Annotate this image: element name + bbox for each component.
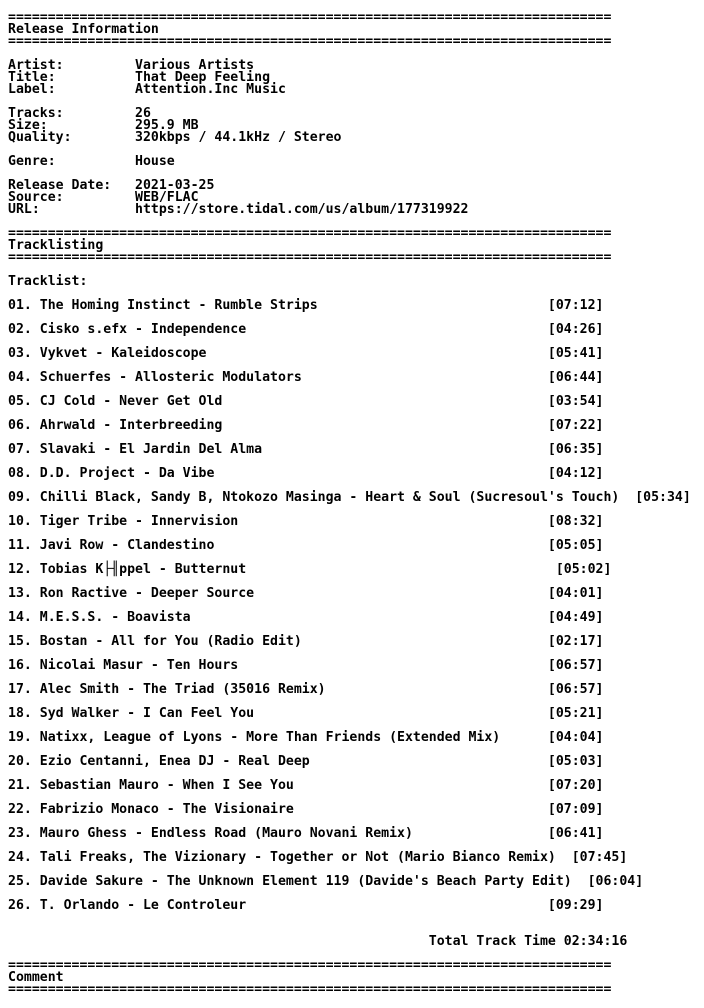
nfo-line: 21. Sebastian Mauro - When I See You [07:20] xyxy=(8,778,604,793)
nfo-line: 13. Ron Ractive - Deeper Source [04:01] xyxy=(8,586,604,601)
nfo-line: 08. D.D. Project - Da Vibe [04:12] xyxy=(8,466,604,481)
nfo-line: Artist: Various Artists xyxy=(8,58,255,73)
nfo-line: 20. Ezio Centanni, Enea DJ - Real Deep [05:03] xyxy=(8,754,604,769)
nfo-line: 15. Bostan - All for You (Radio Edit) [02:17] xyxy=(8,634,604,649)
nfo-line: 24. Tali Freaks, The Vizionary - Together or Not (Mario Bianco Remix) [07:45] xyxy=(8,850,628,865)
nfo-line: 25. Davide Sakure - The Unknown Element 119 (Davide's Beach Party Edit) [06:04] xyxy=(8,874,644,889)
nfo-line xyxy=(8,264,704,276)
nfo-line: Size: 295.9 MB xyxy=(8,118,199,133)
nfo-line xyxy=(8,912,704,924)
nfo-line: 16. Nicolai Masur - Ten Hours [06:57] xyxy=(8,658,604,673)
nfo-line: 23. Mauro Ghess - Endless Road (Mauro Novani Remix) [06:41] xyxy=(8,826,604,841)
nfo-line: 04. Schuerfes - Allosteric Modulators [06:44] xyxy=(8,370,604,385)
nfo-line: 06. Ahrwald - Interbreeding [07:22] xyxy=(8,418,604,433)
nfo-line: ============================================================================ xyxy=(8,250,612,265)
nfo-line: 10. Tiger Tribe - Innervision [08:32] xyxy=(8,514,604,529)
nfo-line: Tracks: 26 xyxy=(8,106,151,121)
nfo-line: Source: WEB/FLAC xyxy=(8,190,199,205)
nfo-line: Release Date: 2021-03-25 xyxy=(8,178,215,193)
nfo-line: 01. The Homing Instinct - Rumble Strips [07:12] xyxy=(8,298,604,313)
nfo-line: Comment xyxy=(8,970,64,985)
nfo-line: URL: https://store.tidal.com/us/album/177319922 xyxy=(8,202,469,217)
nfo-line: 17. Alec Smith - The Triad (35016 Remix) [06:57] xyxy=(8,682,604,697)
nfo-line: Tracklist: xyxy=(8,274,88,289)
nfo-line: ============================================================================ xyxy=(8,10,612,25)
nfo-line: Release Information xyxy=(8,22,159,37)
nfo-line: 11. Javi Row - Clandestino [05:05] xyxy=(8,538,604,553)
nfo-line: ============================================================================ xyxy=(8,226,612,241)
nfo-line: 02. Cisko s.efx - Independence [04:26] xyxy=(8,322,604,337)
nfo-line: Title: That Deep Feeling xyxy=(8,70,271,85)
nfo-line: 14. M.E.S.S. - Boavista [04:49] xyxy=(8,610,604,625)
nfo-line: ============================================================================ xyxy=(8,34,612,49)
nfo-line: 09. Chilli Black, Sandy B, Ntokozo Masinga - Heart & Soul (Sucresoul's Touch) [05:34] xyxy=(8,490,691,505)
nfo-line: 03. Vykvet - Kaleidoscope [05:41] xyxy=(8,346,604,361)
nfo-line: 19. Natixx, League of Lyons - More Than Friends (Extended Mix) [04:04] xyxy=(8,730,604,745)
nfo-line: Quality: 320kbps / 44.1kHz / Stereo xyxy=(8,130,342,145)
nfo-line: ============================================================================ xyxy=(8,958,612,973)
nfo-line: Total Track Time 02:34:16 xyxy=(8,934,628,949)
nfo-line: 22. Fabrizio Monaco - The Visionaire [07:09] xyxy=(8,802,604,817)
nfo-line: 05. CJ Cold - Never Get Old [03:54] xyxy=(8,394,604,409)
nfo-line: Tracklisting xyxy=(8,238,104,253)
nfo-line: ============================================================================ xyxy=(8,982,612,997)
nfo-line: Genre: House xyxy=(8,154,175,169)
nfo-line: 18. Syd Walker - I Can Feel You [05:21] xyxy=(8,706,604,721)
nfo-line: Label: Attention.Inc Music xyxy=(8,82,286,97)
nfo-line: 07. Slavaki - El Jardin Del Alma [06:35] xyxy=(8,442,604,457)
nfo-line: 26. T. Orlando - Le Controleur [09:29] xyxy=(8,898,604,913)
nfo-line: 12. Tobias K├╢ppel - Butternut [05:02] xyxy=(8,562,612,577)
